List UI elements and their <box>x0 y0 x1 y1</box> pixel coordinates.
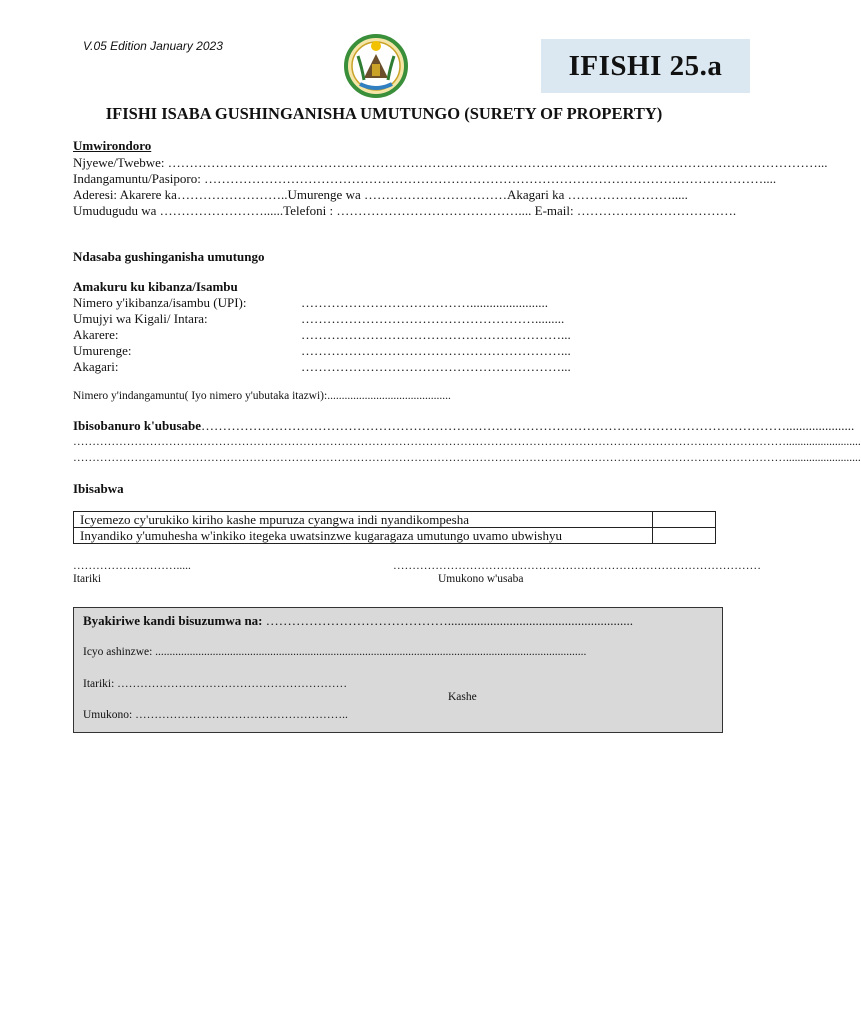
sector-field[interactable]: ……………………………………………………... <box>301 343 571 358</box>
province-label: Umujyi wa Kigali/ Intara: <box>73 311 208 326</box>
attachments-heading: Ibisabwa <box>73 481 124 496</box>
upi-field[interactable]: …………………………………........................ <box>301 295 548 310</box>
attachment-checkbox[interactable] <box>653 512 716 528</box>
date-field[interactable]: ………………………..... <box>73 560 191 572</box>
attachment-court-decision: Icyemezo cy'urukiko kiriho kashe mpuruza cyangwa indi nyandikompesha <box>74 512 653 528</box>
prepared-by-field[interactable] <box>83 613 633 629</box>
cell-field[interactable]: ……………………………………………………... <box>301 359 571 374</box>
cell-label: Akagari: <box>73 359 119 374</box>
edition-label: V.05 Edition January 2023 <box>83 39 223 53</box>
prepared-by-fill: ……………………………………......................................................... <box>262 613 634 628</box>
date-label: Itariki <box>73 573 102 585</box>
form-number-badge: IFISHI 25.a <box>541 39 750 93</box>
request-heading: Ndasaba gushinganisha umutungo <box>73 249 265 264</box>
explanation-line-3[interactable]: …………………………………………………………………………………………………………………………………………………………………….......................... <box>73 452 861 464</box>
national-id-field[interactable]: Nimero y'indangamuntu( Iyo nimero y'ubutaka itazwi):........................................... <box>73 390 451 402</box>
identity-heading: Umwirondoro <box>73 138 152 153</box>
district-label: Akarere: <box>73 327 119 342</box>
property-heading: Amakuru ku kibanza/Isambu <box>73 279 238 294</box>
attachment-checkbox[interactable] <box>653 528 716 544</box>
signature-field[interactable]: …………………………………………………………………………………… <box>393 560 761 572</box>
village-phone-email-field[interactable]: Umudugudu wa ……………………......Telefoni : …………………………………….... E-mail: ………………………………. <box>73 203 737 218</box>
table-row <box>74 528 716 544</box>
attachments-table <box>73 511 716 544</box>
district-field[interactable]: ……………………………………………………... <box>301 327 571 342</box>
explanation-line-1[interactable] <box>73 418 854 434</box>
sector-label: Umurenge: <box>73 343 132 358</box>
address-field[interactable]: Aderesi: Akarere ka……………………..Umurenge wa ……………………………Akagari ka ……………………..... <box>73 187 688 202</box>
office-signature-field[interactable]: Umukono: ……………………………………………….. <box>83 709 348 721</box>
prepared-by-label: Byakiriwe kandi bisuzumwa na: <box>83 613 263 628</box>
explanation-line-2[interactable]: …………………………………………………………………………………………………………………………………………………………………….......................... <box>73 436 861 448</box>
rwanda-coat-of-arms-icon <box>344 34 408 98</box>
signature-label: Umukono w'usaba <box>438 573 524 585</box>
explanation-label: Ibisobanuro k'ubusabe <box>73 418 202 433</box>
position-field[interactable]: Icyo ashinzwe: ...................................................................................................................................................... <box>83 646 587 658</box>
upi-label: Nimero y'ikibanza/isambu (UPI): <box>73 295 247 310</box>
province-field[interactable]: ………………………………………………......... <box>301 311 565 326</box>
explanation-fill: ………………………………………………………………………………………………………………………..................... <box>201 418 855 433</box>
id-passport-field[interactable]: Indangamuntu/Pasiporo: ………………………………………………………………………………………………………………….... <box>73 171 777 186</box>
attachment-bailiff-document: Inyandiko y'umuhesha w'inkiko itegeka uwatsinzwe kugaragaza umutungo uvamo ubwishyu <box>74 528 653 544</box>
office-date-field[interactable]: Itariki: …………………………………………………… <box>83 678 348 690</box>
name-field[interactable]: Njyewe/Twebwe: ……………………………………………………………………………………………………………………………………... <box>73 155 828 170</box>
table-row <box>74 512 716 528</box>
form-title: IFISHI ISABA GUSHINGANISHA UMUTUNGO (SURETY OF PROPERTY) <box>105 104 663 123</box>
stamp-label: Kashe <box>448 691 477 703</box>
